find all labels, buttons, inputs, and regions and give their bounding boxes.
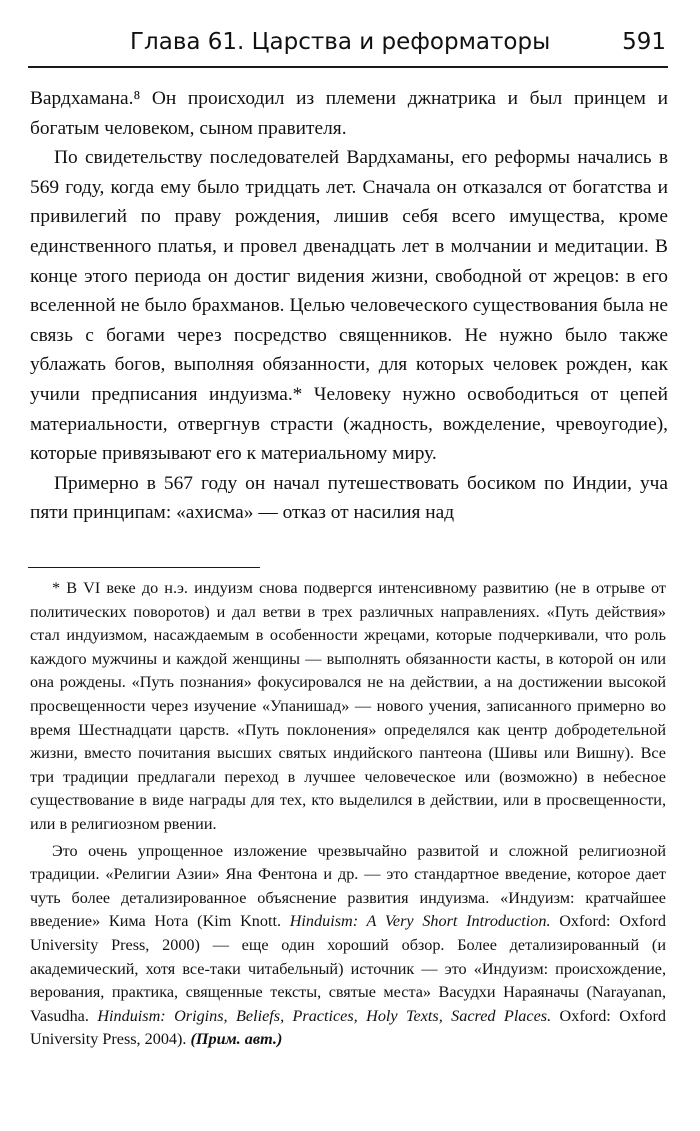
page-number: 591	[622, 29, 666, 55]
chapter-title: Глава 61. Царства и реформаторы	[130, 29, 551, 55]
footnote-2-text-3: Oxford: Oxford University Press, 2004).	[30, 1006, 666, 1049]
author-note-mark: (Прим. авт.)	[190, 1030, 283, 1049]
footnote-2-book-title-2: Hinduism: Origins, Beliefs, Practices, Holy Texts, Sacred Places.	[97, 1006, 552, 1025]
paragraph-1: Вардхамана.⁸ Он происходил из племени джнатрика и был принцем и богатым человеком, сыном правителя.	[30, 88, 668, 139]
footnote-divider	[28, 567, 260, 568]
running-header	[28, 26, 668, 68]
paragraph-3: Примерно в 567 году он начал путешествовать босиком по Индии, уча пяти принципам: «ахисма» — отказ от насилия над	[30, 472, 668, 524]
footnote-2-book-title-1: Hinduism: A Very Short Introduction.	[289, 912, 551, 931]
footnote-1: * В VI веке до н.э. индуизм снова подвергся интенсивному развитию (не в отрыве от политических поворотов) и дал ветви в трех различных направлениях. «Путь действия» стал индуизмом, насаждаемым в особенности жрецами, которые подчеркивали, что роль каждого мужчины и каждой женщины — выполнять обязанности касты, в которой он или она рождены. «Путь познания» фокусировался не на действии, а на достижении высокой просвещенности через изучение «Упанишад» — нового учения, записанного примерно во время Шестнадцати царств. «Путь поклонения» определялся как центр добродетельной жизни, вместо почитания высших святых индийского пантеона (Шивы или Вишну). Все три традиции предлагали переход в лучшее человеческое или (возможно) в небесное существование в виде награды для тех, кто выделился в действии, или в просвещенности, или в религиозном рвении.	[30, 579, 666, 833]
footnote-2-text-2: Oxford: Oxford University Press, 2000) — еще один хороший обзор. Более детализированный (и академический, хотя все-таки читабельный) источник — это «Индуизм: происхождение, верования, практика, священные тексты, святые места» Васудхи Нараяначы (Narayanan, Vasudha.	[30, 912, 666, 1025]
footnotes	[30, 577, 666, 1052]
main-text	[30, 84, 668, 528]
paragraph-2: По свидетельству последователей Вардхаманы, его реформы начались в 569 году, когда ему было тридцать лет. Сначала он отказался от богатства и привилегий по праву рождения, лишив себя всего имущества, кроме единственного платья, и провел двенадцать лет в молчании и медитации. В конце этого периода он достиг видения жизни, свободной от жрецов: в его вселенной не было брахманов. Целью человеческого существования была не связь с богами через посредство священников. Не нужно было также ублажать богов, выполняя обязанности, для которых человек рожден, как учили предписания индуизма.* Человеку нужно освободиться от цепей материальности, отвергнув страсти (жадность, вожделение, чревоугодие), которые привязывают его к материальному миру.	[30, 147, 668, 465]
footnote-2	[30, 840, 666, 1052]
footnote-2-text-1: Это очень упрощенное изложение чрезвычайно развитой и сложной религиозной традиции. «Религии Азии» Яна Фентона и др. — это стандартное введение, которое дает чуть более детализированное объяснение развития индуизма. «Индуизм: кратчайшее введение» Кима Нота (Kim Knott.	[30, 841, 666, 931]
